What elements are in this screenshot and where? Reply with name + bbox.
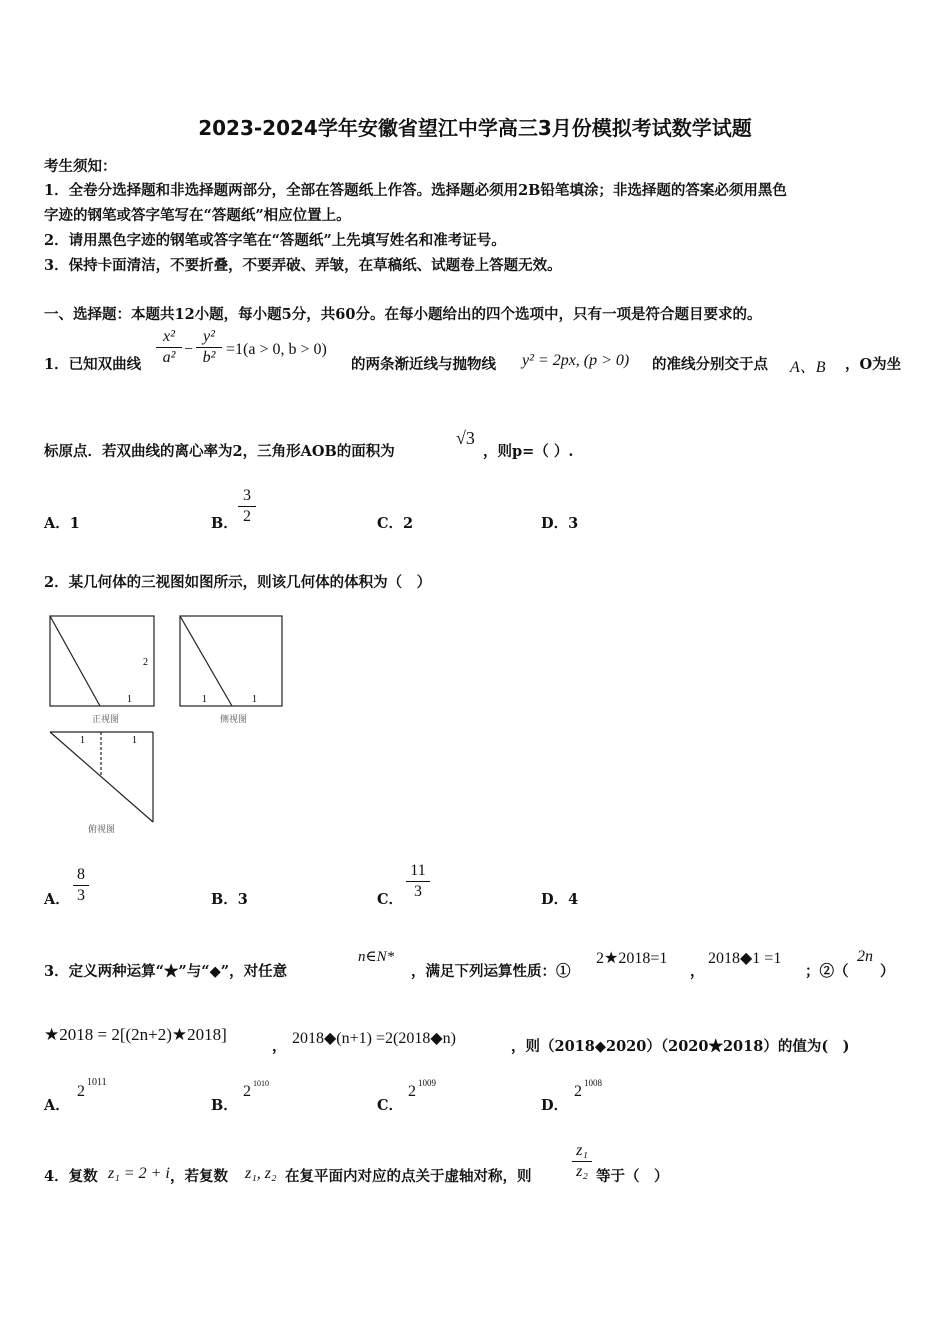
q4-end: 等于（ ）	[596, 1168, 669, 1185]
q1-points: A、B	[790, 359, 826, 376]
q3-prefix: 3．定义两种运算“★”与“◆”，对任意	[44, 963, 288, 980]
q1-mid2: 的准线分别交于点	[652, 356, 768, 373]
q4-z12: z₁, z₂	[245, 1165, 277, 1182]
q2-c-den: 3	[414, 883, 422, 900]
q1-prefix: 1．已知双曲线	[44, 356, 142, 373]
q3-comma: ，	[690, 963, 705, 980]
side-view-label: 侧视图	[220, 714, 248, 724]
q1-mid: 的两条渐近线与抛物线	[351, 356, 496, 373]
q2-option-a-label: A．	[44, 891, 70, 908]
q4-fraction	[572, 1142, 592, 1181]
q3-expr-3: 2n	[857, 948, 873, 965]
top-view	[50, 732, 153, 822]
q3-line2-expr-2: 2018◆(n+1) =2(2018◆n)	[292, 1030, 456, 1047]
top-view-dim-1a: 1	[80, 735, 85, 746]
front-view-dim-1: 1	[127, 694, 132, 705]
q3-option-d-exp: 1008	[584, 1078, 602, 1088]
q3-option-d-label: D．	[541, 1097, 569, 1114]
q1-option-d: D．3	[541, 515, 579, 532]
q1-line-2: 标原点．若双曲线的离心率为2，三角形AOB的面积为	[44, 443, 395, 460]
q2-option-c-fraction	[406, 862, 430, 901]
notice-line-1b: 字迹的钢笔或答字笔写在“答题纸”相应位置上。	[44, 207, 351, 224]
q2-option-c-label: C．	[377, 891, 404, 908]
q1-parabola: y² = 2px, (p > 0)	[522, 352, 630, 369]
q3-option-b-base: 2	[243, 1083, 251, 1100]
q1-frac2-den: b²	[202, 349, 216, 366]
section-heading: 一、选择题：本题共12小题，每小题5分，共60分。在每小题给出的四个选项中，只有一项是符合题目要求的。	[44, 306, 762, 323]
q3-option-a-label: A．	[44, 1097, 70, 1114]
q3-option-c-exp: 1009	[418, 1078, 436, 1088]
q3-mid2: ；②（	[805, 963, 849, 980]
q4-frac-den: z₂	[576, 1163, 588, 1180]
q1-b-den: 2	[243, 508, 251, 525]
side-view	[180, 616, 282, 706]
q1-frac1-num: x²	[163, 328, 175, 345]
front-view	[50, 616, 154, 706]
q1-b-num: 3	[243, 487, 251, 504]
q1-suffix: ，O为坐	[845, 356, 902, 373]
q3-option-a-exp: 1011	[87, 1077, 107, 1088]
q3-expr-1: 2★2018=1	[596, 950, 668, 967]
top-view-dim-1b: 1	[132, 735, 137, 746]
q1-option-a: A．1	[44, 515, 80, 532]
q3-line2-comma: ，	[272, 1038, 287, 1055]
q3-option-b-label: B．	[211, 1097, 238, 1114]
q1-fraction-x	[156, 328, 182, 367]
q3-option-c-base: 2	[408, 1083, 416, 1100]
q1-sqrt: √3	[456, 428, 475, 448]
page-title: 2023-2024学年安徽省望江中学高三3月份模拟考试数学试题	[198, 116, 752, 140]
q2-option-d: D．4	[541, 891, 579, 908]
q3-option-c-label: C．	[377, 1097, 404, 1114]
q2-option-b: B．3	[211, 891, 248, 908]
three-view-figure	[44, 610, 294, 840]
q2-text: 2．某几何体的三视图如图所示，则该几何体的体积为（ ）	[44, 574, 432, 591]
q2-a-num: 8	[77, 866, 85, 883]
q1-equation: =1(a > 0, b > 0)	[226, 341, 327, 358]
q1-frac1-den: a²	[162, 349, 176, 366]
q3-line2-end: ，则（2018◆2020）（2020★2018）的值为( )	[511, 1038, 850, 1055]
q3-line2-expr-1: ★2018 = 2[(2n+2)★2018]	[44, 1025, 227, 1044]
q3-close: ）	[880, 963, 895, 980]
notice-line-2: 2．请用黑色字迹的钢笔或答字笔在“答题纸”上先填写姓名和准考证号。	[44, 232, 506, 249]
q3-option-d-base: 2	[574, 1083, 582, 1100]
q2-c-num: 11	[410, 862, 426, 879]
q3-set: n∈N*	[358, 949, 395, 965]
q3-option-b-exp: 1010	[253, 1079, 269, 1088]
q2-option-a-fraction	[73, 866, 89, 905]
q3-expr-2: 2018◆1 =1	[708, 950, 782, 967]
q2-a-den: 3	[77, 887, 85, 904]
q3-mid: ，满足下列运算性质：①	[411, 963, 571, 980]
q4-frac-num: z₁	[576, 1142, 588, 1159]
q1-fraction-y	[196, 328, 222, 367]
q3-option-a-base: 2	[77, 1083, 85, 1100]
top-view-label: 俯视图	[88, 824, 116, 834]
side-view-dim-1b: 1	[252, 694, 257, 705]
q4-mid: ，若复数	[170, 1168, 228, 1185]
q4-z1: z₁ = 2 + i	[108, 1165, 170, 1182]
front-view-label: 正视图	[92, 714, 120, 724]
q4-mid2: 在复平面内对应的点关于虚轴对称，则	[285, 1168, 532, 1185]
q1-option-b-label: B．	[211, 515, 238, 532]
q1-frac2-num: y²	[203, 328, 215, 345]
notice-line-3: 3．保持卡面清洁，不要折叠，不要弄破、弄皱，在草稿纸、试题卷上答题无效。	[44, 257, 562, 274]
q1-minus: −	[184, 341, 194, 358]
side-view-dim-1a: 1	[202, 694, 207, 705]
q1-option-c: C．2	[377, 515, 414, 532]
notice-heading: 考生须知：	[44, 158, 117, 175]
q1-option-b-fraction	[238, 487, 256, 526]
notice-line-1: 1．全卷分选择题和非选择题两部分，全部在答题纸上作答。选择题必须用2B铅笔填涂；非选择题的答案必须用黑色	[44, 182, 787, 199]
front-view-dim-2: 2	[143, 657, 148, 668]
q4-prefix: 4．复数	[44, 1168, 98, 1185]
q1-line-2-end: ，则p=（ ）.	[483, 443, 574, 460]
